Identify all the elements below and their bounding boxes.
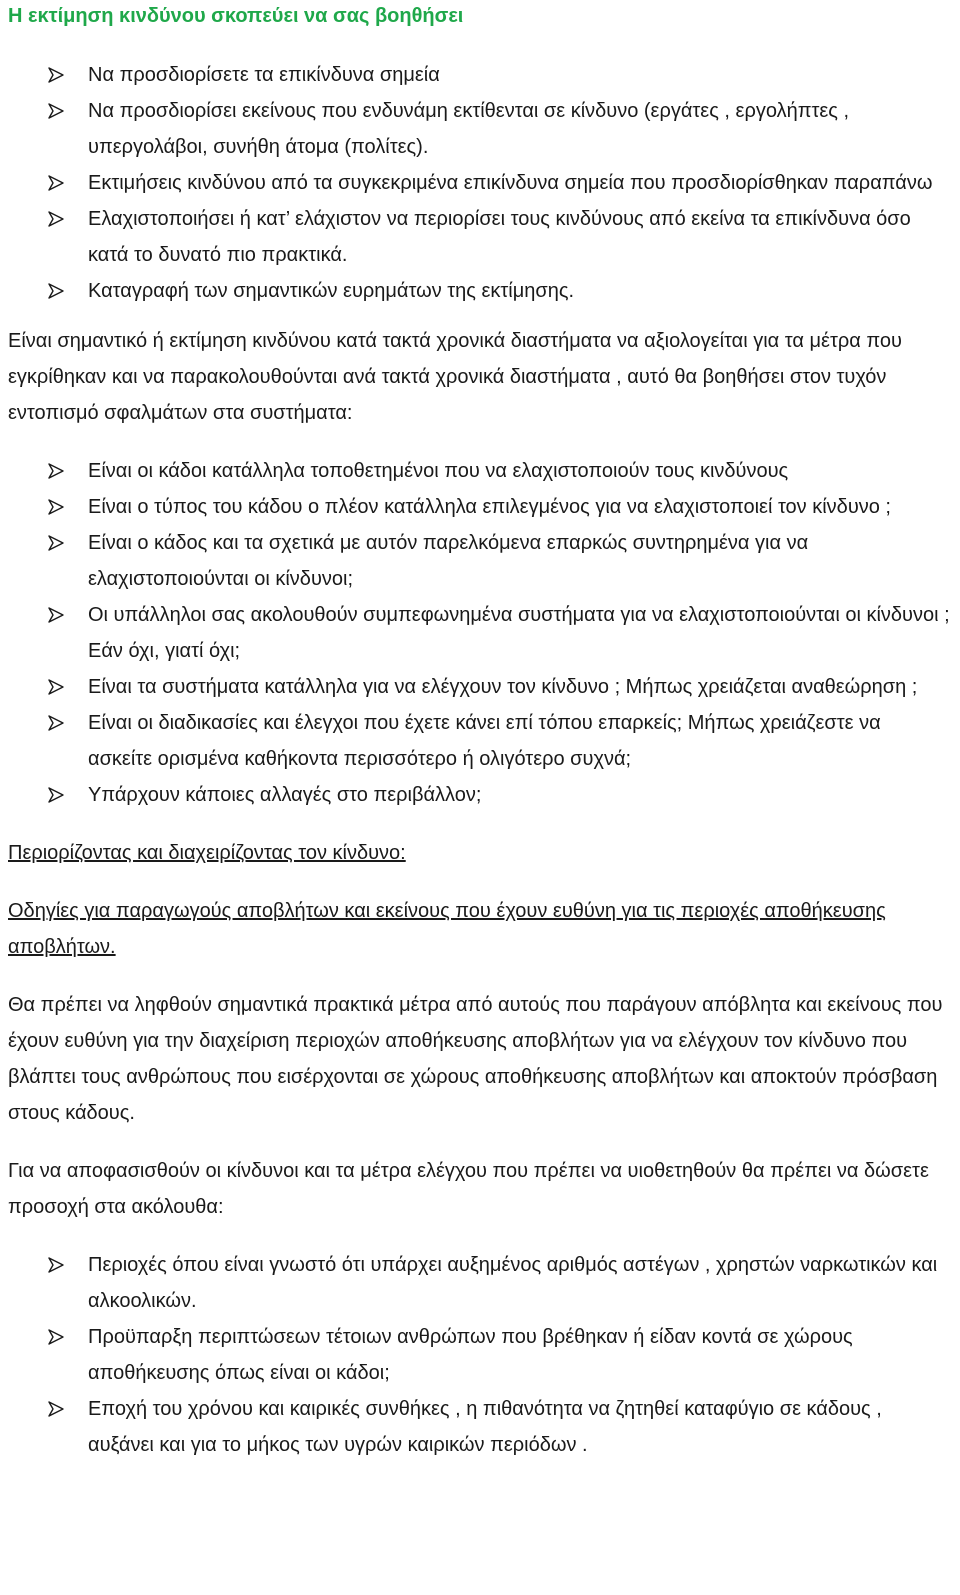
arrowhead-bullet-icon [48,67,64,83]
list-item-text: Καταγραφή των σημαντικών ευρημάτων της εκτίμησης. [88,280,575,302]
producer-guidance-subheading: Οδηγίες για παραγωγούς αποβλήτων και εκείνους που έχουν ευθύνη για τις περιοχές αποθήκευσης αποβλήτων. [8,900,886,958]
section-heading: Η εκτίμηση κινδύνου σκοπεύει να σας βοηθήσει [8,5,464,27]
list-item [88,597,950,669]
list-item [88,1391,950,1463]
list-item [88,273,950,309]
arrowhead-bullet-icon [48,1401,64,1417]
arrowhead-bullet-icon [48,679,64,695]
arrowhead-bullet-icon [48,211,64,227]
arrowhead-bullet-icon [48,1329,64,1345]
arrowhead-bullet-icon [48,715,64,731]
list-item [88,777,950,813]
arrowhead-bullet-icon [48,607,64,623]
arrowhead-bullet-icon [48,535,64,551]
arrowhead-bullet-icon [48,175,64,191]
list-item [88,165,950,201]
list-item [88,705,950,777]
list-item-text: Να προσδιορίσετε τα επικίνδυνα σημεία [88,64,440,86]
list-item-text: Είναι οι διαδικασίες και έλεγχοι που έχετε κάνει επί τόπου επαρκείς; Μήπως χρειάζεστε να ασκείτε ορισμένα καθήκοντα περισσότερο ή ολιγότερο συχνά; [88,712,881,770]
measures-paragraph: Θα πρέπει να ληφθούν σημαντικά πρακτικά μέτρα από αυτούς που παράγουν απόβλητα και εκείνους που έχουν ευθύνη για την διαχείριση περιοχών αποθήκευσης αποβλήτων για να ελέγχουν τον κίνδυνο που βλάπτει τους ανθρώπους που εισέρχονται σε χώρους αποθήκευσης αποβλήτων και αποκτούν πρόσβαση στους κάδους. [8,994,943,1124]
list-item-text: Εκτιμήσεις κινδύνου από τα συγκεκριμένα επικίνδυνα σημεία που προσδιορίσθηκαν παραπάνω [88,172,933,194]
list-item-text: Εποχή του χρόνου και καιρικές συνθήκες , η πιθανότητα να ζητηθεί καταφύγιο σε κάδους , αυξάνει και για το μήκος των υγρών καιρικών περιόδων . [88,1398,882,1456]
list-item [88,525,950,597]
arrowhead-bullet-icon [48,463,64,479]
list-item [88,201,950,273]
list-item-text: Υπάρχουν κάποιες αλλαγές στο περιβάλλον; [88,784,482,806]
list-item [88,1319,950,1391]
list-item-text: Είναι τα συστήματα κατάλληλα για να ελέγχουν τον κίνδυνο ; Μήπως χρειάζεται αναθεώρηση ; [88,676,918,698]
arrowhead-bullet-icon [48,787,64,803]
list-item [88,93,950,165]
list-item-text: Περιοχές όπου είναι γνωστό ότι υπάρχει αυξημένος αριθμός αστέγων , χρηστών ναρκωτικών και αλκοολικών. [88,1254,938,1312]
list-item [88,453,950,489]
list-item [88,57,950,93]
list-item-text: Να προσδιορίσει εκείνους που ενδυνάμη εκτίθενται σε κίνδυνο (εργάτες , εργολήπτες , υπεργολάβοι, συνήθη άτομα (πολίτες). [88,100,850,158]
arrowhead-bullet-icon [48,499,64,515]
considerations-paragraph: Για να αποφασισθούν οι κίνδυνοι και τα μέτρα ελέγχου που πρέπει να υιοθετηθούν θα πρέπει να δώσετε προσοχή στα ακόλουθα: [8,1160,929,1218]
goals-list [8,57,950,309]
list-item-text: Ελαχιστοποιήσει ή κατ’ ελάχιστον να περιορίσει τους κινδύνους από εκείνα τα επικίνδυνα όσο κατά το δυνατό πιο πρακτικά. [88,208,911,266]
arrowhead-bullet-icon [48,1257,64,1273]
list-item [88,1247,950,1319]
checks-list [8,453,950,813]
list-item [88,489,950,525]
considerations-list [8,1247,950,1463]
risk-management-subheading: Περιορίζοντας και διαχειρίζοντας τον κίνδυνο: [8,842,406,864]
list-item-text: Είναι ο κάδος και τα σχετικά με αυτόν παρελκόμενα επαρκώς συντηρημένα για να ελαχιστοποιούνται οι κίνδυνοι; [88,532,809,590]
list-item-text: Είναι ο τύπος του κάδου ο πλέον κατάλληλα επιλεγμένος για να ελαχιστοποιεί τον κίνδυνο ; [88,496,891,518]
arrowhead-bullet-icon [48,103,64,119]
list-item-text: Είναι οι κάδοι κατάλληλα τοποθετημένοι που να ελαχιστοποιούν τους κινδύνους [88,460,789,482]
evaluation-paragraph: Είναι σημαντικό ή εκτίμηση κινδύνου κατά τακτά χρονικά διαστήματα να αξιολογείται για τα μέτρα που εγκρίθηκαν και να παρακολουθούνται ανά τακτά χρονικά διαστήματα , αυτό θα βοηθήσει στον τυχόν εντοπισμό σφαλμάτων στα συστήματα: [8,330,902,424]
arrowhead-bullet-icon [48,283,64,299]
list-item-text: Προϋπαρξη περιπτώσεων τέτοιων ανθρώπων που βρέθηκαν ή είδαν κοντά σε χώρους αποθήκευσης όπως είναι οι κάδοι; [88,1326,853,1384]
list-item-text: Οι υπάλληλοι σας ακολουθούν συμπεφωνημένα συστήματα για να ελαχιστοποιούνται οι κίνδυνοι ; Εάν όχι, γιατί όχι; [88,604,950,662]
list-item [88,669,950,705]
